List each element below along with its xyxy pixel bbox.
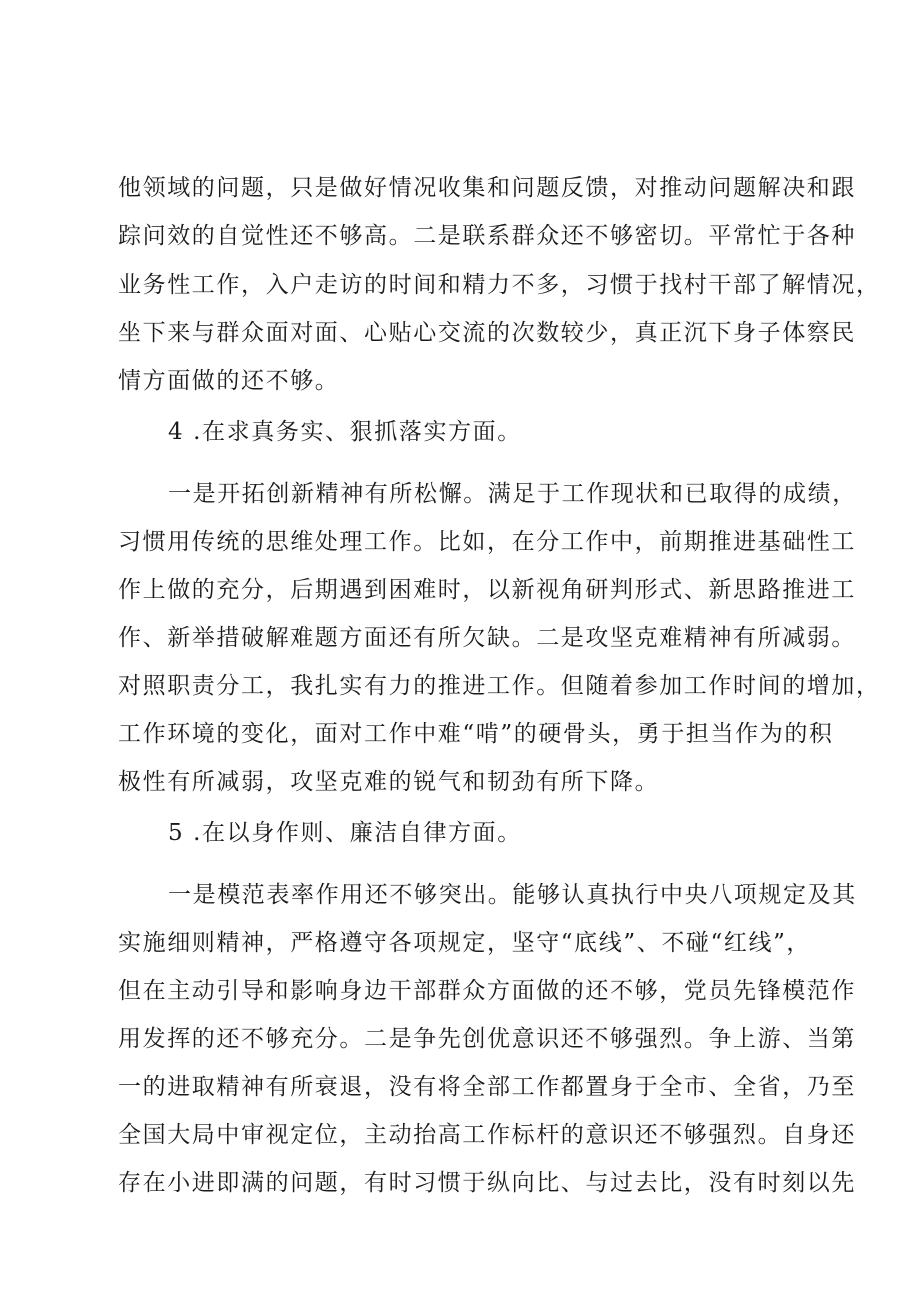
paragraph-line: 坐下来与群众面对面、心贴心交流的次数较少，真正沉下身子体察民 <box>118 320 856 346</box>
paragraph-line: 全国大局中审视定位，主动抬高工作标杆的意识还不够强烈。自身还 <box>118 1122 856 1148</box>
paragraph-line: 一是开拓创新精神有所松懈。满足于工作现状和已取得的成绩， <box>168 481 857 507</box>
paragraph-line: 他领域的问题，只是做好情况收集和问题反馈，对推动问题解决和跟 <box>118 175 856 201</box>
paragraph-line: 情方面做的还不够。 <box>118 368 340 394</box>
paragraph-line: 业务性工作，入户走访的时间和精力不多，习惯于找村干部了解情况， <box>118 272 881 298</box>
paragraph-line: 踪问效的自觉性还不够高。二是联系群众还不够密切。平常忙于各种 <box>118 223 856 249</box>
paragraph-line: 一是模范表率作用还不够突出。能够认真执行中央八项规定及其 <box>168 882 857 908</box>
paragraph-line: 存在小进即满的问题，有时习惯于纵向比、与过去比，没有时刻以先 <box>118 1170 856 1196</box>
paragraph-line: 一的进取精神有所衰退，没有将全部工作都置身于全市、全省，乃至 <box>118 1074 856 1100</box>
section-heading-5: 5 .在以身作则、廉洁自律方面。 <box>168 820 522 846</box>
paragraph-line: 但在主动引导和影响身边干部群众方面做的还不够，党员先锋模范作 <box>118 978 856 1004</box>
paragraph-line: 实施细则精神，严格遵守各项规定，坚守“底线”、不碰“红线”， <box>118 930 812 956</box>
paragraph-line: 工作环境的变化，面对工作中难“啃”的硬骨头，勇于担当作为的积 <box>118 721 834 747</box>
paragraph-line: 极性有所减弱，攻坚克难的锐气和韧劲有所下降。 <box>118 769 660 795</box>
paragraph-line: 用发挥的还不够充分。二是争先创优意识还不够强烈。争上游、当第 <box>118 1026 856 1052</box>
paragraph-line: 对照职责分工，我扎实有力的推进工作。但随着参加工作时间的增加， <box>118 673 881 699</box>
paragraph-line: 作、新举措破解难题方面还有所欠缺。二是攻坚克难精神有所减弱。 <box>118 625 856 651</box>
section-heading-4: 4 .在求真务实、狠抓落实方面。 <box>168 419 522 445</box>
paragraph-line: 作上做的充分，后期遇到困难时，以新视角研判形式、新思路推进工 <box>118 577 856 603</box>
paragraph-line: 习惯用传统的思维处理工作。比如，在分工作中，前期推进基础性工 <box>118 529 856 555</box>
